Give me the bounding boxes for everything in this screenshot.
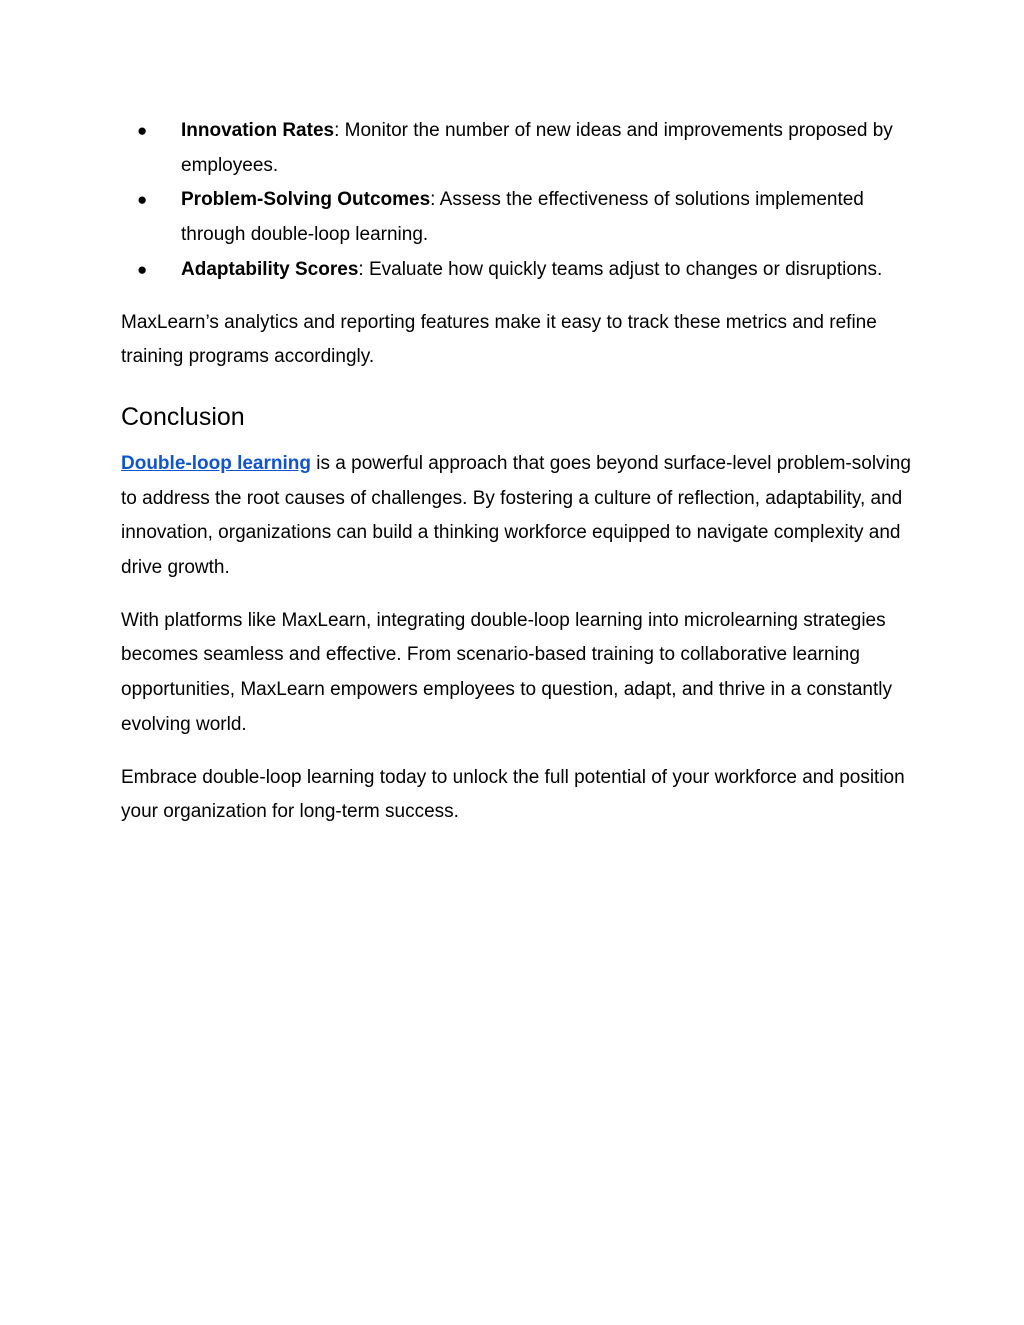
bullet-icon: ●	[137, 190, 148, 210]
bullet-text: : Assess the effectiveness of solutions implemented through double-loop learning.	[181, 189, 864, 246]
conclusion-paragraph-1-text: is a powerful approach that goes beyond surface-level problem-solving to address the root causes of challenges. By fostering a culture of reflection, adaptability, and innovation, organizations can build a thinking workforce equipped to navigate complexity and drive growth.	[121, 452, 911, 579]
list-item-innovation-rates	[121, 114, 911, 183]
list-item-problem-solving-outcomes	[121, 183, 911, 252]
double-loop-learning-link[interactable]: Double-loop learning	[121, 452, 311, 474]
metrics-bullet-list	[121, 114, 911, 288]
conclusion-paragraph-1	[121, 447, 911, 586]
bullet-text: : Monitor the number of new ideas and improvements proposed by employees.	[181, 120, 893, 176]
bullet-term: Problem-Solving Outcomes	[181, 189, 431, 211]
bullet-text: : Evaluate how quickly teams adjust to changes or disruptions.	[358, 258, 883, 280]
bullet-icon: ●	[137, 259, 148, 279]
document-body	[121, 114, 911, 830]
conclusion-paragraph-2: With platforms like MaxLearn, integrating double-loop learning into microlearning strategies becomes seamless and effective. From scenario-based training to collaborative learning opportunities, MaxLearn empowers employees to question, adapt, and thrive in a constantly evolving world.	[121, 609, 893, 735]
analytics-paragraph: MaxLearn’s analytics and reporting features make it easy to track these metrics and refine training programs accordingly.	[121, 311, 877, 368]
conclusion-heading: Conclusion	[121, 402, 245, 431]
list-item-adaptability-scores	[121, 253, 911, 288]
bullet-icon: ●	[137, 121, 148, 140]
conclusion-paragraph-3: Embrace double-loop learning today to unlock the full potential of your workforce and position your organization for long-term success.	[121, 766, 905, 823]
bullet-term: Innovation Rates	[181, 120, 335, 141]
bullet-term: Adaptability Scores	[181, 258, 359, 280]
